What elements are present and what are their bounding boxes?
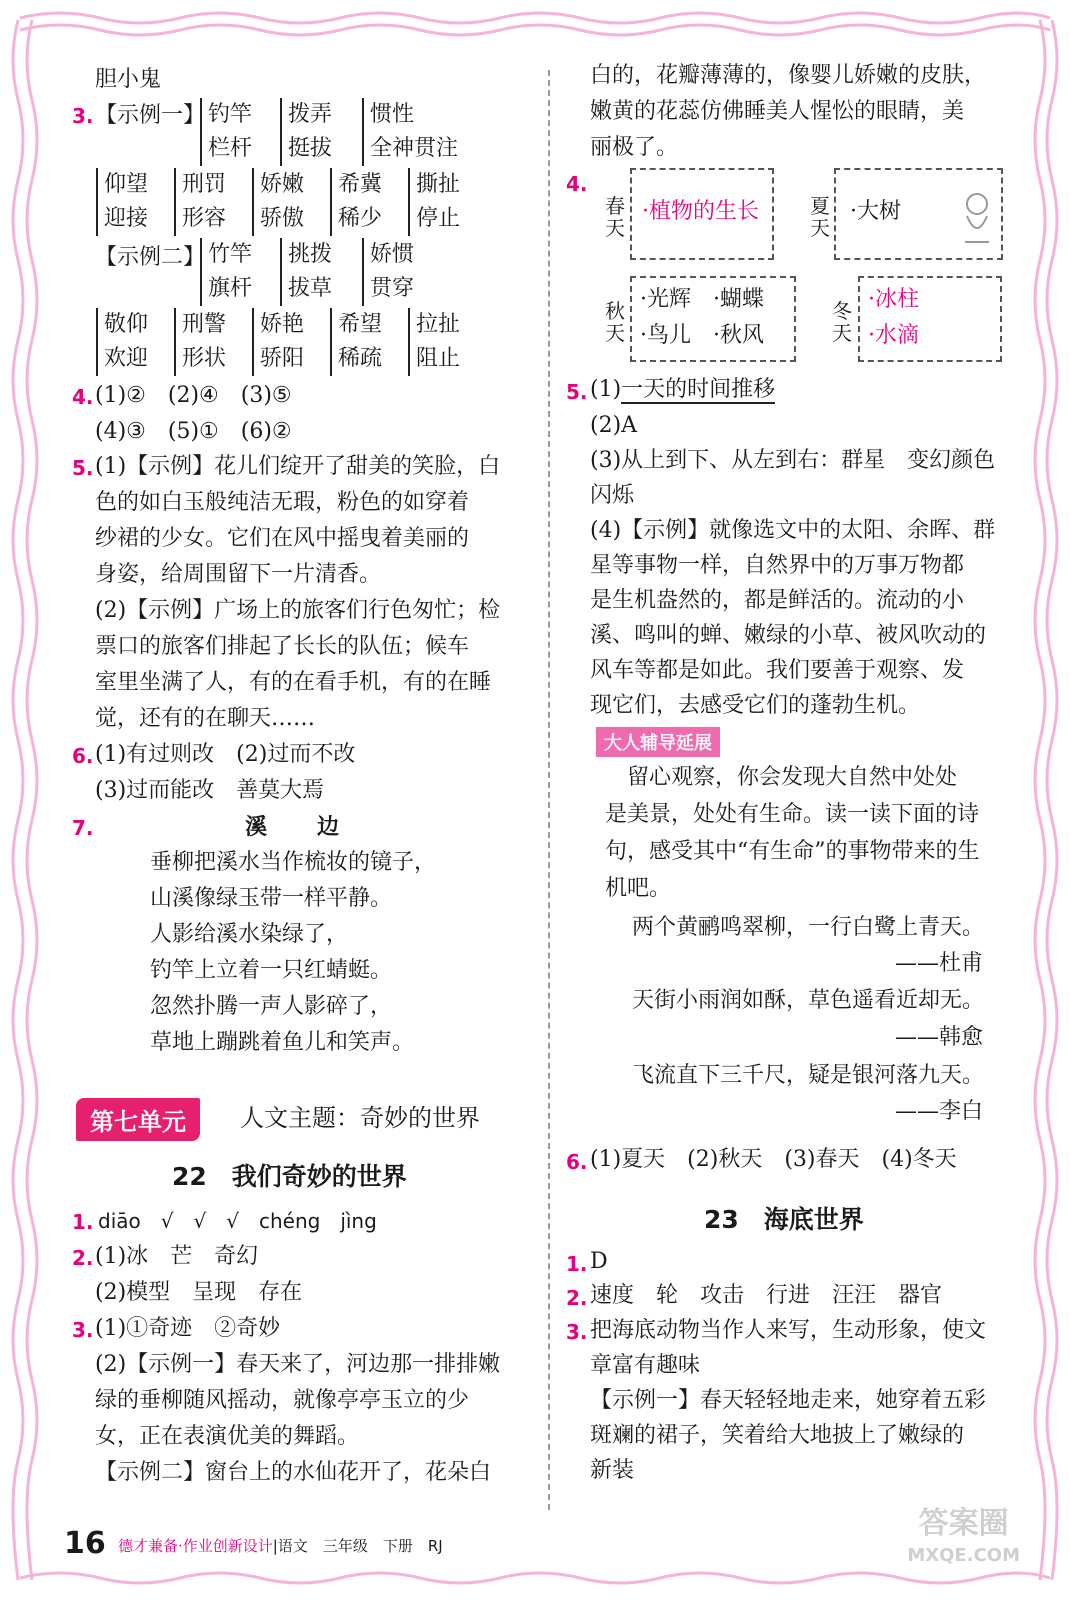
text-line: 室里坐满了人，有的在看手机，有的在睡 xyxy=(95,670,492,695)
text-line: (4)【示例】就像选文中的太阳、余晖、群 xyxy=(590,518,996,543)
answer-line: (1)夏天 (2)秋天 (3)春天 (4)冬天 xyxy=(590,1147,957,1172)
word-group xyxy=(200,238,252,306)
word: 骄傲 xyxy=(260,206,305,231)
word: 刑警 xyxy=(182,312,227,337)
text-line: 留心观察，你会发现大自然中处处 xyxy=(605,765,958,790)
text-line: 人影给溪水染绿了， xyxy=(150,922,349,947)
word-group xyxy=(408,168,460,236)
season-box-summer xyxy=(834,168,1003,260)
text-line: (1)【示例】花儿们绽开了甜美的笑脸，白 xyxy=(95,454,501,479)
word-group xyxy=(174,168,226,236)
text-line: 丽极了。 xyxy=(590,135,679,160)
season-label: 夏天 xyxy=(810,194,830,240)
word-group xyxy=(252,308,304,376)
unit-tag: 第七单元 xyxy=(76,1098,200,1141)
poem-author: ——韩愈 xyxy=(895,1025,984,1050)
season-label: 冬天 xyxy=(832,299,852,345)
text-line: (3)从上到下、从左到右：群星 变幻颜色 xyxy=(590,448,996,473)
word: 拨弄 xyxy=(288,102,333,127)
poem-title: 溪 边 xyxy=(245,814,354,840)
word: 仰望 xyxy=(104,172,149,197)
poem-line: 飞流直下三千尺，疑是银河落九天。 xyxy=(632,1063,985,1088)
season-box-spring xyxy=(630,168,774,260)
lesson-title: 23 海底世界 xyxy=(704,1205,864,1234)
text-line: 星等事物一样，自然界中的万事万物都 xyxy=(590,553,965,578)
word: 骄阳 xyxy=(260,346,305,371)
season-label: 秋天 xyxy=(605,299,625,345)
question-number: 4. xyxy=(72,385,94,409)
text-line: 钓竿上立着一只红蜻蜓。 xyxy=(150,958,393,983)
text-line: (1)①奇迹 ②奇妙 xyxy=(95,1316,281,1341)
text-line: (2)【示例一】春天来了，河边那一排排嫩 xyxy=(95,1352,501,1377)
answer-line: 速度 轮 攻击 行进 汪汪 器官 xyxy=(590,1283,943,1308)
text-line: 白的，花瓣薄薄的，像婴儿娇嫩的皮肤， xyxy=(590,63,987,88)
text-line: 身姿，给周围留下一片清香。 xyxy=(95,562,382,587)
word: 娇嫩 xyxy=(260,172,305,197)
child-drawing-icon xyxy=(957,190,997,246)
example-label: 【示例一】 xyxy=(95,103,206,128)
text-line: 觉，还有的在聊天…… xyxy=(95,706,316,731)
season-item: ·光辉 ·蝴蝶 xyxy=(640,287,764,312)
text-line: 新装 xyxy=(590,1458,635,1483)
footer-book: |语文 三年级 下册 RJ xyxy=(272,1537,443,1555)
word: 挑拨 xyxy=(288,242,333,267)
answer-line: (4)③ (5)① (6)② xyxy=(95,419,292,444)
word-group xyxy=(280,98,332,166)
text-line: 嫩黄的花蕊仿佛睡美人惺忪的眼睛，美 xyxy=(590,99,965,124)
question-number: 2. xyxy=(566,1286,588,1310)
word: 稀少 xyxy=(338,206,383,231)
answer-line: (1)有过则改 (2)过而不改 xyxy=(95,742,356,767)
answer-underlined: 一天的时间推移 xyxy=(621,377,776,402)
word-group xyxy=(252,168,304,236)
question-number: 3. xyxy=(72,1318,94,1342)
word-group xyxy=(330,168,382,236)
watermark-url: MXQE.COM xyxy=(907,1545,1020,1566)
text-line: 风车等都是如此。我们要善于观察、发 xyxy=(590,658,965,683)
question-number: 2. xyxy=(72,1246,94,1270)
question-number: 6. xyxy=(72,744,94,768)
word: 栏杆 xyxy=(208,136,253,161)
question-number: 6. xyxy=(566,1150,588,1174)
word-group xyxy=(280,238,332,306)
text-line: 忽然扑腾一声人影碎了， xyxy=(150,994,393,1019)
lesson-title: 22 我们奇妙的世界 xyxy=(172,1162,407,1191)
unit-theme: 人文主题：奇妙的世界 xyxy=(240,1104,480,1132)
season-box-winter xyxy=(858,276,1002,362)
season-item: ·植物的生长 xyxy=(642,199,759,224)
text-line: 色的如白玉般纯洁无瑕，粉色的如穿着 xyxy=(95,490,470,515)
question-number: 4. xyxy=(566,172,588,196)
text-line: 垂柳把溪水当作梳妆的镜子， xyxy=(150,850,437,875)
answer-line: (1)冰 芒 奇幻 xyxy=(95,1244,259,1269)
word: 迎接 xyxy=(104,206,149,231)
text-line: (2)【示例】广场上的旅客们行色匆忙；检 xyxy=(95,598,501,623)
word: 希望 xyxy=(338,312,383,337)
example-label: 【示例二】 xyxy=(95,245,206,270)
season-item: ·水滴 xyxy=(868,323,919,348)
word: 欢迎 xyxy=(104,346,149,371)
footer-brand: 德才兼备·作业创新设计 xyxy=(118,1537,273,1555)
word: 钓竿 xyxy=(208,102,253,127)
text-line: 溪、鸣叫的蝉、嫩绿的小草、被风吹动的 xyxy=(590,623,987,648)
text-line: 是生机盎然的，都是鲜活的。流动的小 xyxy=(590,588,965,613)
season-item: ·冰柱 xyxy=(868,287,919,312)
text-line: 句，感受其中“有生命”的事物带来的生 xyxy=(605,839,980,864)
question-number: 5. xyxy=(72,456,94,480)
answer-line: (1)② (2)④ (3)⑤ xyxy=(95,383,292,408)
text-line: 绿的垂柳随风摇动，就像亭亭玉立的少 xyxy=(95,1388,470,1413)
word: 拉扯 xyxy=(416,312,461,337)
poem-line: 两个黄鹂鸣翠柳，一行白鹭上青天。 xyxy=(632,915,985,940)
text-line: (2)A xyxy=(590,413,638,438)
column-divider xyxy=(548,70,550,1510)
text-line: 把海底动物当作人来写，生动形象，使文 xyxy=(590,1318,987,1343)
text-line: 机吧。 xyxy=(605,876,672,901)
season-item: ·鸟儿 ·秋风 xyxy=(640,323,764,348)
text-line: 【示例一】春天轻轻地走来，她穿着五彩 xyxy=(590,1388,987,1413)
text-line: 闪烁 xyxy=(590,483,635,508)
word: 旗杆 xyxy=(208,276,253,301)
word: 挺拔 xyxy=(288,136,333,161)
footer-series xyxy=(118,1535,443,1556)
text-line: 现它们，去感受它们的蓬勃生机。 xyxy=(590,693,921,718)
answer-line: (2)模型 呈现 存在 xyxy=(95,1280,303,1305)
season-label: 春天 xyxy=(605,194,625,240)
word: 撕扯 xyxy=(416,172,461,197)
text-line: 纱裙的少女。它们在风中摇曳着美丽的 xyxy=(95,526,470,551)
word: 形容 xyxy=(182,206,227,231)
answer-line: diāo √ √ √ chéng jìng xyxy=(98,1209,377,1233)
word-group xyxy=(174,308,226,376)
word: 娇惯 xyxy=(370,242,415,267)
text-line: 【示例二】窗台上的水仙花开了，花朵白 xyxy=(95,1460,492,1485)
word-group xyxy=(96,168,148,236)
watermark xyxy=(907,1508,1020,1572)
word: 竹竿 xyxy=(208,242,253,267)
text-line: 草地上蹦跳着鱼儿和笑声。 xyxy=(150,1030,415,1055)
poem-author: ——杜甫 xyxy=(895,951,984,976)
text-line: 章富有趣味 xyxy=(590,1353,701,1378)
word: 敬仰 xyxy=(104,312,149,337)
poem-author: ——李白 xyxy=(895,1099,984,1124)
word-group xyxy=(408,308,460,376)
word-group xyxy=(200,98,252,166)
text-line: 票口的旅客们排起了长长的队伍；候车 xyxy=(95,634,470,659)
question-number: 1. xyxy=(72,1210,94,1234)
word-group xyxy=(362,238,414,306)
question-number: 3. xyxy=(566,1320,588,1344)
word: 停止 xyxy=(416,206,461,231)
question-number: 3. xyxy=(72,104,94,128)
word: 稀疏 xyxy=(338,346,383,371)
tutor-tag: 大人辅导延展 xyxy=(596,727,720,757)
text-line: 斑斓的裙子，笑着给大地披上了嫩绿的 xyxy=(590,1423,965,1448)
answer-line: D xyxy=(590,1249,608,1274)
word-group xyxy=(362,98,458,166)
word: 娇艳 xyxy=(260,312,305,337)
question-number: 7. xyxy=(72,816,94,840)
word: 全神贯注 xyxy=(370,136,459,161)
page-number: 16 xyxy=(64,1526,106,1561)
answer-line xyxy=(590,372,775,408)
text-line: 是美景，处处有生命。读一读下面的诗 xyxy=(605,802,980,827)
word: 阻止 xyxy=(416,346,461,371)
season-item: ·大树 xyxy=(850,199,901,224)
word: 拔草 xyxy=(288,276,333,301)
word-group xyxy=(330,308,382,376)
watermark-text: 答案圈 xyxy=(918,1506,1009,1541)
word: 形状 xyxy=(182,346,227,371)
word-group xyxy=(96,308,148,376)
answer-line: 胆小鬼 xyxy=(95,67,162,92)
question-number: 5. xyxy=(566,380,588,404)
answer-prefix: (1) xyxy=(590,377,622,402)
word: 刑罚 xyxy=(182,172,227,197)
text-line: 山溪像绿玉带一样平静。 xyxy=(150,886,393,911)
word: 希冀 xyxy=(338,172,383,197)
poem-line: 天街小雨润如酥，草色遥看近却无。 xyxy=(632,988,985,1013)
question-number: 1. xyxy=(566,1252,588,1276)
season-box-autumn xyxy=(630,276,796,362)
word: 惯性 xyxy=(370,102,415,127)
answer-line: (3)过而能改 善莫大焉 xyxy=(95,778,325,803)
word: 贯穿 xyxy=(370,276,415,301)
text-line: 女，正在表演优美的舞蹈。 xyxy=(95,1424,360,1449)
